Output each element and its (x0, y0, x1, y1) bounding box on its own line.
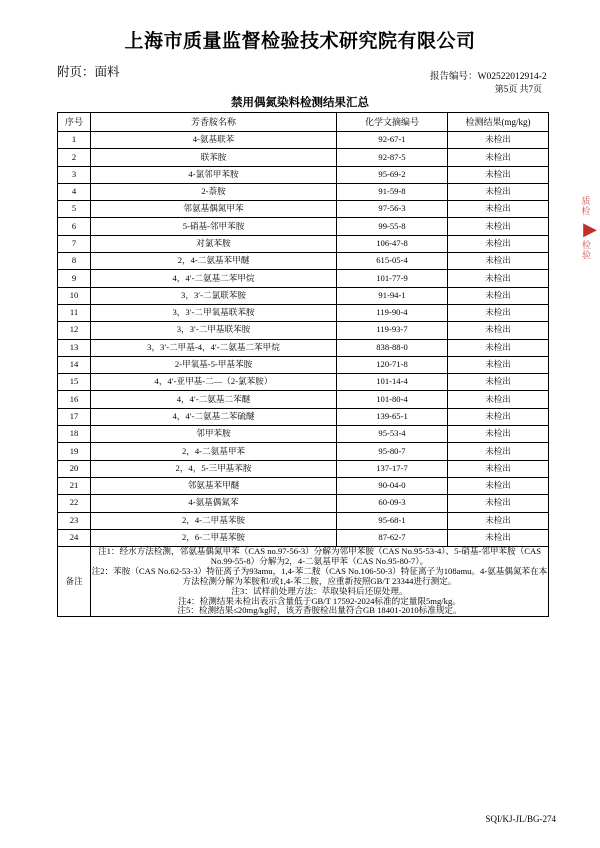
cell-no: 8 (58, 253, 91, 270)
cell-no: 4 (58, 183, 91, 200)
cell-name: 3，3′-二氯联苯胺 (91, 287, 337, 304)
arrow-icon: ▶ (583, 219, 597, 239)
cell-name: 2，6-二甲基苯胺 (91, 529, 337, 546)
cell-no: 14 (58, 356, 91, 373)
remark-note-4: 注4：检测结果未检出表示含量低于GB/T 17592-2024标准的定量限5mg/kg。 (178, 595, 461, 606)
cell-name: 2，4-二氨基甲苯 (91, 443, 337, 460)
table-row (58, 512, 549, 529)
cell-no: 20 (58, 460, 91, 477)
table-row (58, 183, 549, 200)
table-row (58, 460, 549, 477)
table-row (58, 477, 549, 494)
cell-no: 17 (58, 408, 91, 425)
table-row (58, 149, 549, 166)
table-row (58, 443, 549, 460)
cell-cas: 91-94-1 (337, 287, 448, 304)
remark-row (58, 547, 549, 617)
cell-result: 未检出 (448, 322, 549, 339)
cell-no: 10 (58, 287, 91, 304)
remark-note-5: 注5：检测结果≤20mg/kg时，该芳香胺检出量符合GB 18401-2010标准规定。 (177, 605, 462, 616)
edge-stamp-top-text: 质检 (580, 196, 591, 216)
cell-no: 6 (58, 218, 91, 235)
cell-cas: 101-80-4 (337, 391, 448, 408)
cell-result: 未检出 (448, 529, 549, 546)
table-row (58, 408, 549, 425)
cell-cas: 99-55-8 (337, 218, 448, 235)
remark-label: 备注 (58, 547, 91, 617)
page-title: 上海市质量监督检验技术研究院有限公司 (124, 30, 476, 52)
cell-no: 15 (58, 374, 91, 391)
remark-body (91, 547, 549, 617)
table-row (58, 166, 549, 183)
cell-result: 未检出 (448, 477, 549, 494)
cell-result: 未检出 (448, 374, 549, 391)
cell-result: 未检出 (448, 443, 549, 460)
cell-cas: 97-56-3 (337, 201, 448, 218)
table-row (58, 339, 549, 356)
cell-no: 16 (58, 391, 91, 408)
table-row (58, 253, 549, 270)
cell-cas: 95-53-4 (337, 426, 448, 443)
cell-no: 19 (58, 443, 91, 460)
cell-result: 未检出 (448, 495, 549, 512)
cell-name: 3，3′-二甲基联苯胺 (91, 322, 337, 339)
remark-note-1: 注1：经水方法检测，邻氨基偶氮甲苯（CAS no.97-56-3）分解为邻甲苯胺（CAS No.95-53-4）、5-硝基-邻甲苯胺（CAS No.99-55-8）分解为2，4-二氨基甲苯（CAS No.95-80-7）。 (97, 546, 542, 566)
cell-name: 2，4-二甲基苯胺 (91, 512, 337, 529)
table-header-row (58, 113, 549, 132)
cell-cas: 95-69-2 (337, 166, 448, 183)
cell-result: 未检出 (448, 356, 549, 373)
cell-result: 未检出 (448, 132, 549, 149)
column-header-result: 检测结果(mg/kg) (448, 113, 549, 132)
cell-cas: 137-17-7 (337, 460, 448, 477)
table-header (58, 113, 549, 132)
cell-name: 2-甲氧基-5-甲基苯胺 (91, 356, 337, 373)
cell-result: 未检出 (448, 304, 549, 321)
footer-form-code: SQI/KJ-JL/BG-274 (485, 814, 556, 824)
cell-no: 11 (58, 304, 91, 321)
cell-name: 2，4，5-三甲基苯胺 (91, 460, 337, 477)
cell-result: 未检出 (448, 218, 549, 235)
cell-name: 5-硝基-邻甲苯胺 (91, 218, 337, 235)
cell-cas: 92-87-5 (337, 149, 448, 166)
cell-result: 未检出 (448, 166, 549, 183)
cell-cas: 101-14-4 (337, 374, 448, 391)
cell-name: 4-氯邻甲苯胺 (91, 166, 337, 183)
cell-name: 4，4′-二氨基二苯硫醚 (91, 408, 337, 425)
cell-no: 5 (58, 201, 91, 218)
table-row (58, 356, 549, 373)
cell-name: 邻甲苯胺 (91, 426, 337, 443)
cell-result: 未检出 (448, 460, 549, 477)
table-row (58, 374, 549, 391)
cell-result: 未检出 (448, 149, 549, 166)
cell-no: 1 (58, 132, 91, 149)
cell-cas: 87-62-7 (337, 529, 448, 546)
cell-name: 联苯胺 (91, 149, 337, 166)
cell-name: 4，4′-二氨基二苯醚 (91, 391, 337, 408)
report-number: 报告编号：W02522012914-2 (430, 72, 547, 82)
cell-cas: 119-93-7 (337, 322, 448, 339)
cell-name: 邻氨基苯甲醚 (91, 477, 337, 494)
table-row (58, 287, 549, 304)
cell-cas: 119-90-4 (337, 304, 448, 321)
remark-note-2: 注2：苯胺（CAS No.62-53-3）特征离子为93amu，1,4-苯二胺（CAS No.106-50-3）特征离子为108amu。4-氨基偶氮苯在本方法检测分解为苯胺和/或1,4-苯二胺，应重新按照GB/T 23344进行测定。 (91, 565, 548, 586)
cell-no: 24 (58, 529, 91, 546)
cell-result: 未检出 (448, 339, 549, 356)
attachment-label: 附页：面料 (57, 65, 120, 79)
cell-name: 4-氨基联苯 (91, 132, 337, 149)
cell-no: 21 (58, 477, 91, 494)
cell-cas: 92-67-1 (337, 132, 448, 149)
cell-no: 18 (58, 426, 91, 443)
cell-cas: 95-80-7 (337, 443, 448, 460)
cell-name: 2，4-二氨基苯甲醚 (91, 253, 337, 270)
cell-cas: 838-88-0 (337, 339, 448, 356)
cell-result: 未检出 (448, 201, 549, 218)
results-table (57, 112, 549, 617)
table-row (58, 529, 549, 546)
cell-cas: 95-68-1 (337, 512, 448, 529)
cell-result: 未检出 (448, 253, 549, 270)
cell-name: 4-氨基偶氮苯 (91, 495, 337, 512)
cell-name: 4，4′-二氨基二苯甲烷 (91, 270, 337, 287)
cell-no: 12 (58, 322, 91, 339)
table-row (58, 201, 549, 218)
table-row (58, 391, 549, 408)
cell-no: 13 (58, 339, 91, 356)
remark-note-3: 注3：试样前处理方法：萃取染料后还原处理。 (231, 585, 408, 596)
cell-result: 未检出 (448, 391, 549, 408)
table-body (58, 132, 549, 617)
table-row (58, 218, 549, 235)
table-row (58, 322, 549, 339)
cell-no: 2 (58, 149, 91, 166)
cell-no: 7 (58, 235, 91, 252)
column-header-name: 芳香胺名称 (91, 113, 337, 132)
edge-stamp-marks (580, 196, 600, 260)
cell-cas: 60-09-3 (337, 495, 448, 512)
table-row (58, 235, 549, 252)
cell-result: 未检出 (448, 408, 549, 425)
cell-cas: 120-71-8 (337, 356, 448, 373)
cell-cas: 615-05-4 (337, 253, 448, 270)
cell-result: 未检出 (448, 270, 549, 287)
cell-result: 未检出 (448, 512, 549, 529)
cell-cas: 139-65-1 (337, 408, 448, 425)
table-row (58, 304, 549, 321)
cell-result: 未检出 (448, 426, 549, 443)
cell-result: 未检出 (448, 183, 549, 200)
cell-result: 未检出 (448, 287, 549, 304)
cell-cas: 106-47-8 (337, 235, 448, 252)
cell-name: 邻氨基偶氮甲苯 (91, 201, 337, 218)
cell-name: 2-萘胺 (91, 183, 337, 200)
cell-result: 未检出 (448, 235, 549, 252)
cell-name: 对氯苯胺 (91, 235, 337, 252)
table-row (58, 495, 549, 512)
column-header-no: 序号 (58, 113, 91, 132)
table-row (58, 426, 549, 443)
table-row (58, 270, 549, 287)
table-row (58, 132, 549, 149)
cell-name: 4，4′-亚甲基-二—（2-氯苯胺） (91, 374, 337, 391)
table-title: 禁用偶氮染料检测结果汇总 (231, 97, 369, 109)
cell-no: 9 (58, 270, 91, 287)
cell-no: 3 (58, 166, 91, 183)
page-number: 第5页 共7页 (494, 84, 542, 94)
cell-no: 22 (58, 495, 91, 512)
cell-name: 3，3′-二甲基-4，4′-二氨基二苯甲烷 (91, 339, 337, 356)
column-header-cas: 化学文摘编号 (337, 113, 448, 132)
cell-name: 3，3′-二甲氧基联苯胺 (91, 304, 337, 321)
cell-cas: 90-04-0 (337, 477, 448, 494)
cell-cas: 101-77-9 (337, 270, 448, 287)
cell-cas: 91-59-8 (337, 183, 448, 200)
edge-stamp-bottom-text: 检验 (581, 240, 591, 260)
cell-no: 23 (58, 512, 91, 529)
